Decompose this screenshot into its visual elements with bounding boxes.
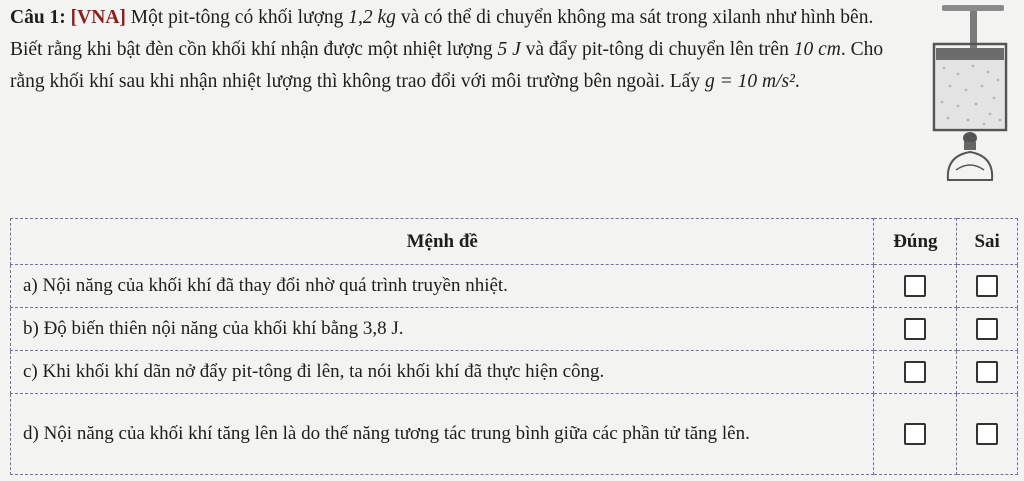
- true-checkbox-b[interactable]: [904, 318, 926, 340]
- question-text: [10, 2, 890, 98]
- false-checkbox-b[interactable]: [976, 318, 998, 340]
- false-checkbox-a[interactable]: [976, 275, 998, 297]
- piston-cylinder-figure: [928, 2, 1010, 182]
- question-text-part: và đẩy pit-tông di chuyển lên trên: [520, 39, 794, 60]
- table-row: [11, 265, 1018, 308]
- true-checkbox-d[interactable]: [904, 423, 926, 445]
- header-true: Đúng: [874, 219, 957, 265]
- question-label: Câu 1:: [10, 7, 66, 28]
- false-checkbox-d[interactable]: [976, 423, 998, 445]
- table-row: [11, 394, 1018, 475]
- statements-table: [10, 218, 1018, 475]
- piston-handle: [942, 5, 1004, 11]
- heat-value: 5 J: [497, 39, 521, 60]
- burner-neck: [964, 142, 976, 150]
- statement-d: d) Nội năng của khối khí tăng lên là do thế năng tương tác trung bình giữa các phần tử tăng lên.: [11, 394, 874, 475]
- false-checkbox-c[interactable]: [976, 361, 998, 383]
- piston-head: [936, 48, 1004, 60]
- question-text-part: Một pit-tông có khối lượng: [125, 7, 349, 28]
- table-row: [11, 351, 1018, 394]
- gas-volume: [936, 60, 1004, 128]
- question-text-part: .: [794, 71, 800, 92]
- statement-a: a) Nội năng của khối khí đã thay đổi nhờ quá trình truyền nhiệt.: [11, 265, 874, 308]
- mass-value: 1,2 kg: [348, 7, 396, 28]
- table-row: [11, 308, 1018, 351]
- distance-value: 10 cm: [793, 39, 841, 60]
- header-statement: Mệnh đề: [11, 219, 874, 265]
- question-text-part: và có thể di chuyển không ma sát trong xilanh như hình bên. Biết rằng khi bật đèn cồn khối khí nhận được một nhiệt lượng: [10, 7, 874, 60]
- table-header-row: [11, 219, 1018, 265]
- header-false: Sai: [957, 219, 1018, 265]
- burner-icon: [948, 152, 992, 180]
- source-tag: [VNA]: [70, 7, 126, 28]
- question-text-part: . Cho rằng khối khí sau khi nhận nhiệt lượng thì không trao đổi với môi trường bên ngoài. Lấy: [10, 39, 884, 92]
- statement-c: c) Khi khối khí dãn nở đẩy pit-tông đi lên, ta nói khối khí đã thực hiện công.: [11, 351, 874, 394]
- statement-b: b) Độ biến thiên nội năng của khối khí bằng 3,8 J.: [11, 308, 874, 351]
- gravity-value: g = 10 m/s²: [704, 71, 795, 92]
- true-checkbox-a[interactable]: [904, 275, 926, 297]
- true-checkbox-c[interactable]: [904, 361, 926, 383]
